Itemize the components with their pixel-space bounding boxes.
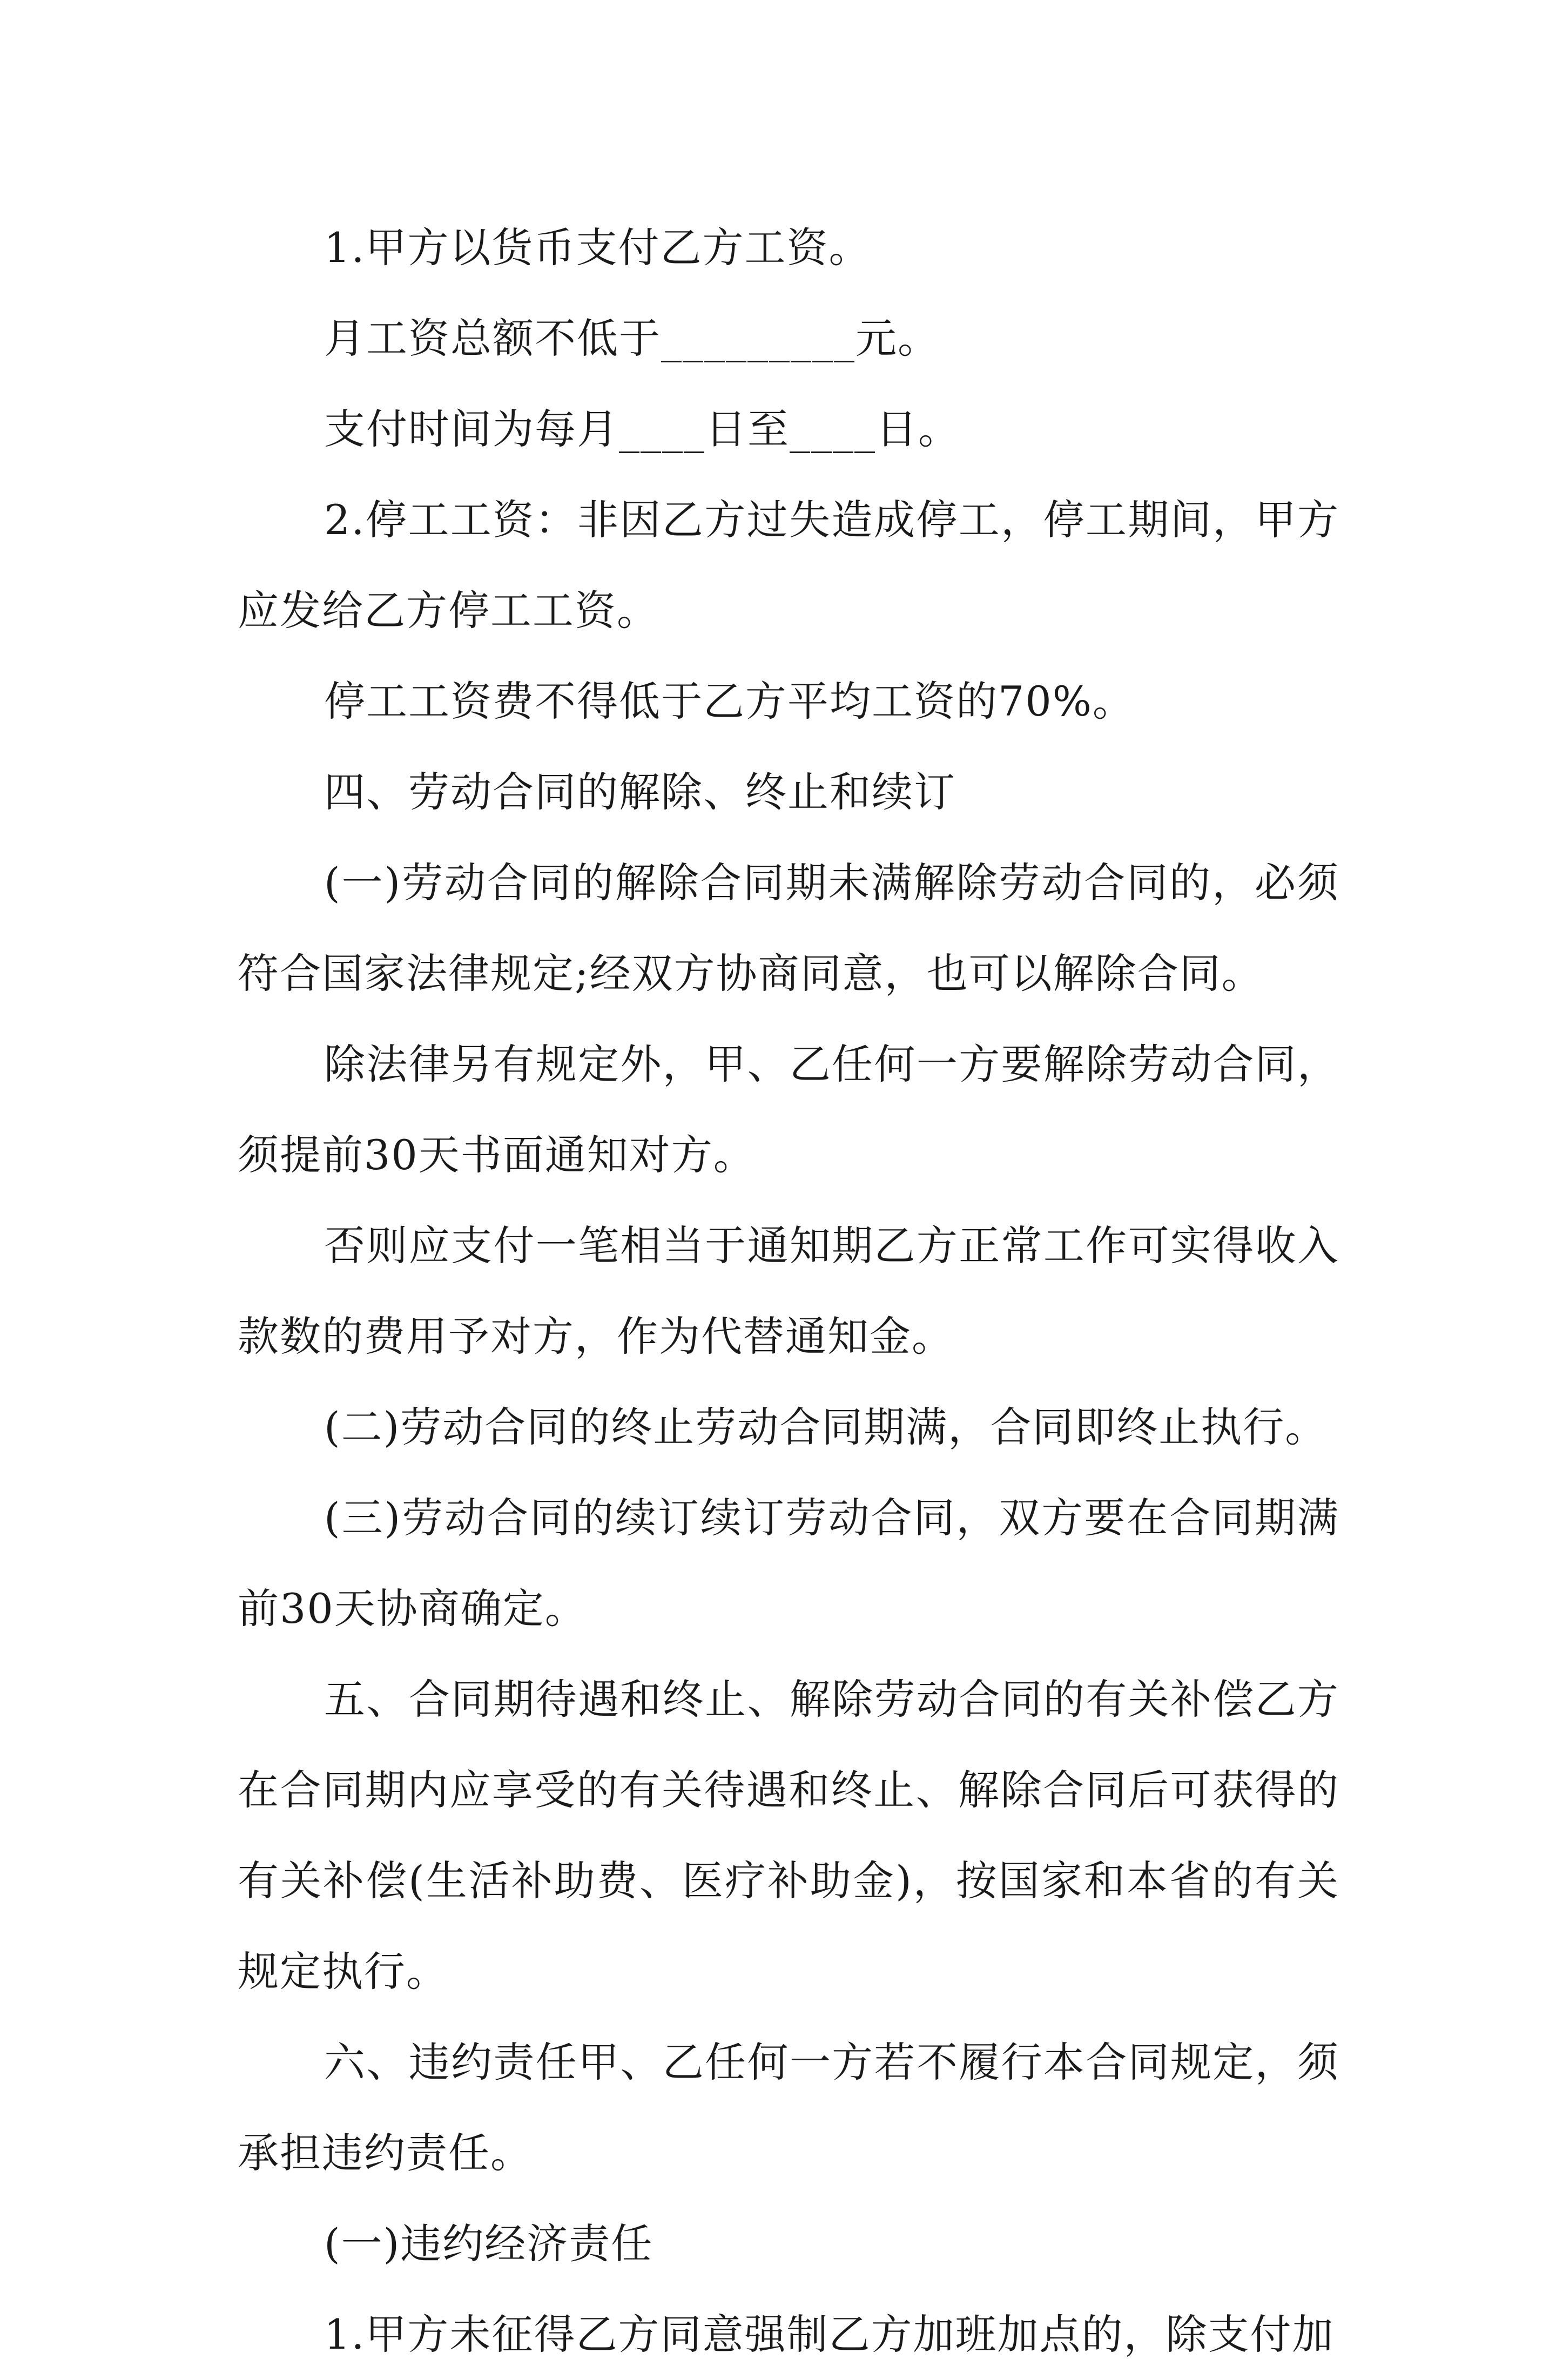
paragraph-13: 六、违约责任甲、乙任何一方若不履行本合同规定，须承担违约责任。	[238, 2038, 1339, 2177]
paragraph-9: 否则应支付一笔相当于通知期乙方正常工作可实得收入款数的费用予对方，作为代替通知金。	[238, 1222, 1339, 1360]
paragraph-14: (一)违约经济责任	[324, 2220, 654, 2268]
paragraph-15: 1.甲方未征得乙方同意强制乙方加班加点的，除支付加	[324, 2310, 1335, 2358]
document-body	[238, 203, 1339, 2380]
paragraph-1: 1.甲方以货币支付乙方工资。	[324, 224, 871, 272]
section-heading-4: 四、劳动合同的解除、终止和续订	[324, 768, 956, 816]
paragraph-10: (二)劳动合同的终止劳动合同期满，合同即终止执行。	[324, 1403, 1328, 1451]
paragraph-5: 停工工资费不得低于乙方平均工资的70%。	[324, 677, 1135, 725]
paragraph-8: 除法律另有规定外，甲、乙任何一方要解除劳动合同，须提前30天书面通知对方。	[238, 1040, 1339, 1179]
paragraph-12: 五、合同期待遇和终止、解除劳动合同的有关补偿乙方在合同期内应享受的有关待遇和终止、解除合同后可获得的有关补偿(生活补助费、医疗补助金)，按国家和本省的有关规定执行。	[238, 1675, 1339, 1995]
paragraph-7: (一)劳动合同的解除合同期未满解除劳动合同的，必须符合国家法律规定;经双方协商同意，也可以解除合同。	[238, 859, 1339, 997]
paragraph-11: (三)劳动合同的续订续订劳动合同，双方要在合同期满前30天协商确定。	[238, 1494, 1339, 1633]
paragraph-2: 月工资总额不低于_________元。	[324, 314, 940, 362]
paragraph-3: 支付时间为每月____日至____日。	[324, 405, 960, 453]
paragraph-4: 2.停工工资：非因乙方过失造成停工，停工期间，甲方应发给乙方停工工资。	[238, 496, 1339, 635]
